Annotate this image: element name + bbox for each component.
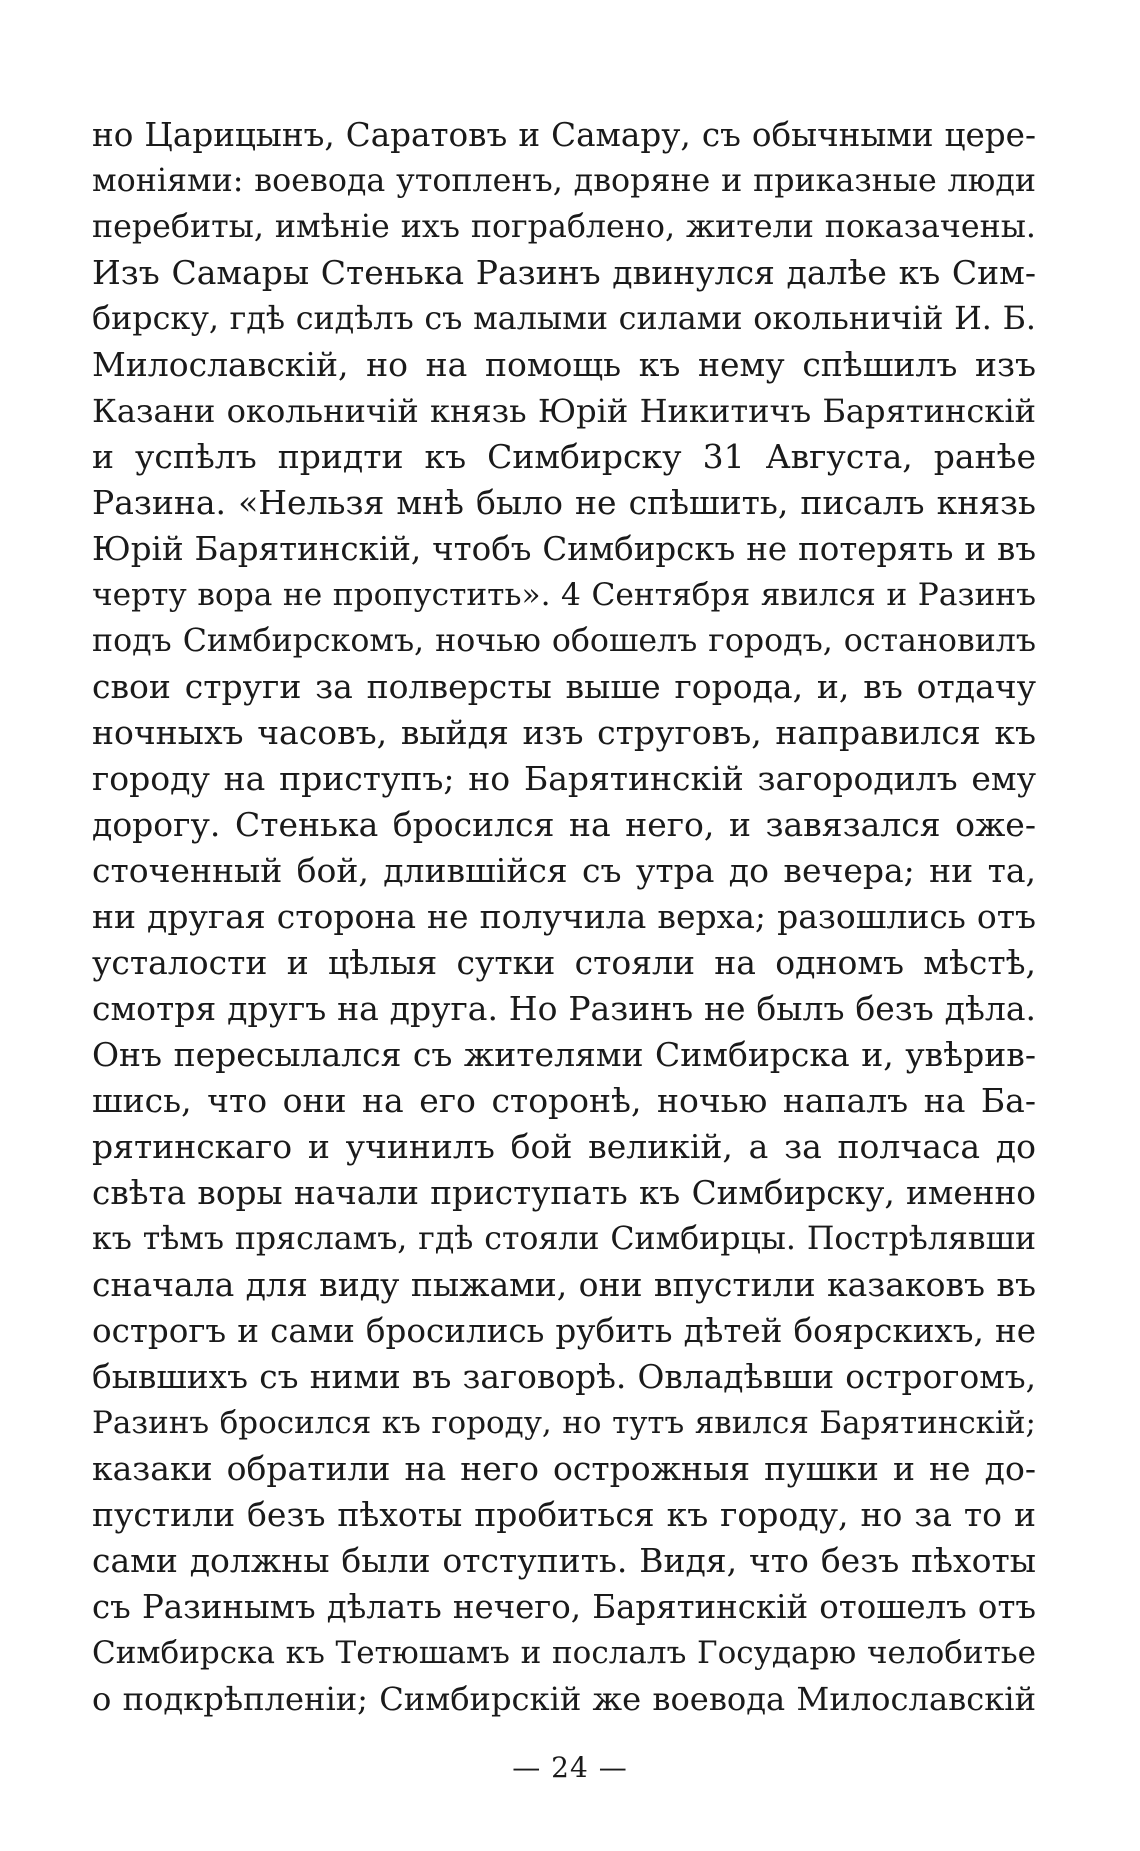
text-line: перебиты, имѣніе ихъ пограблено, жители показачены. — [92, 209, 1036, 245]
text-line: Казани окольничій князь Юрій Никитичъ Барятинскій — [92, 392, 1036, 430]
text-line: острогъ и сами бросились рубить дѣтей боярскихъ, не — [92, 1312, 1036, 1350]
text-line: о подкрѣпленіи; Симбирскій же воевода Милославскій — [92, 1680, 1036, 1718]
text-line: бывшихъ съ ними въ заговорѣ. Овладѣвши острогомъ, — [92, 1358, 1036, 1396]
text-line: ни другая сторона не получила верха; разошлись отъ — [92, 897, 1036, 936]
text-line: сами должны были отступить. Видя, что безъ пѣхоты — [92, 1541, 1036, 1580]
text-line: рятинскаго и учинилъ бой великій, а за полчаса до — [92, 1127, 1036, 1166]
text-line: но Царицынъ, Саратовъ и Самару, съ обычными цере- — [92, 116, 1036, 154]
text-line: ночныхъ часовъ, выйдя изъ струговъ, направился къ — [92, 713, 1036, 752]
text-line: смотря другъ на друга. Но Разинъ не былъ безъ дѣла. — [92, 989, 1036, 1028]
text-line: Разина. «Нельзя мнѣ было не спѣшить, писалъ князь — [92, 483, 1036, 522]
text-line: пустили безъ пѣхоты пробиться къ городу, но за то и — [92, 1495, 1036, 1534]
text-line: Онъ пересылался съ жителями Симбирска и, увѣрив- — [92, 1035, 1036, 1074]
text-line: свѣта воры начали приступать къ Симбирску, именно — [92, 1174, 1036, 1212]
text-line: сточенный бой, длившійся съ утра до вечера; ни та, — [92, 851, 1036, 890]
page-number: — 24 — — [512, 1751, 628, 1784]
text-line: къ тѣмъ прясламъ, гдѣ стояли Симбирцы. Пострѣлявши — [92, 1221, 1036, 1257]
text-line: съ Разинымъ дѣлать нечего, Барятинскій отошелъ отъ — [92, 1588, 1036, 1626]
text-line: Разинъ бросился къ городу, но тутъ явился Барятинскій; — [92, 1405, 1036, 1441]
text-line: сначала для виду пыжами, они впустили казаковъ въ — [92, 1265, 1036, 1304]
text-line: дорогу. Стенька бросился на него, и завязался оже- — [92, 805, 1036, 844]
text-line: черту вора не пропустить». 4 Сентября явился и Разинъ — [92, 577, 1036, 613]
text-line: городу на приступъ; но Барятинскій загородилъ ему — [92, 759, 1036, 798]
text-line: подъ Симбирскомъ, ночью обошелъ городъ, остановилъ — [92, 623, 1036, 659]
text-line: усталости и цѣлыя сутки стояли на одномъ мѣстѣ, — [92, 943, 1036, 982]
text-line: и успѣлъ придти къ Симбирску 31 Августа, ранѣе — [92, 437, 1036, 476]
text-line: казаки обратили на него острожныя пушки и не до- — [92, 1449, 1036, 1488]
text-line: моніями: воевода утопленъ, дворяне и приказные люди — [92, 163, 1036, 199]
text-line: Симбирска къ Тетюшамъ и послалъ Государю челобитье — [92, 1635, 1036, 1671]
text-line: шись, что они на его сторонѣ, ночью напалъ на Ба- — [92, 1081, 1036, 1120]
text-line: свои струги за полверсты выше города, и, въ отдачу — [92, 667, 1036, 706]
text-line: Милославскій, но на помощь къ нему спѣшилъ изъ — [92, 345, 1036, 384]
text-line: Юрій Барятинскій, чтобъ Симбирскъ не потерять и въ — [92, 530, 1036, 568]
text-line: Изъ Самары Стенька Разинъ двинулся далѣе къ Сим- — [92, 253, 1036, 292]
body-text — [92, 112, 1036, 1722]
text-line: бирску, гдѣ сидѣлъ съ малыми силами окольничій И. Б. — [92, 301, 1036, 337]
